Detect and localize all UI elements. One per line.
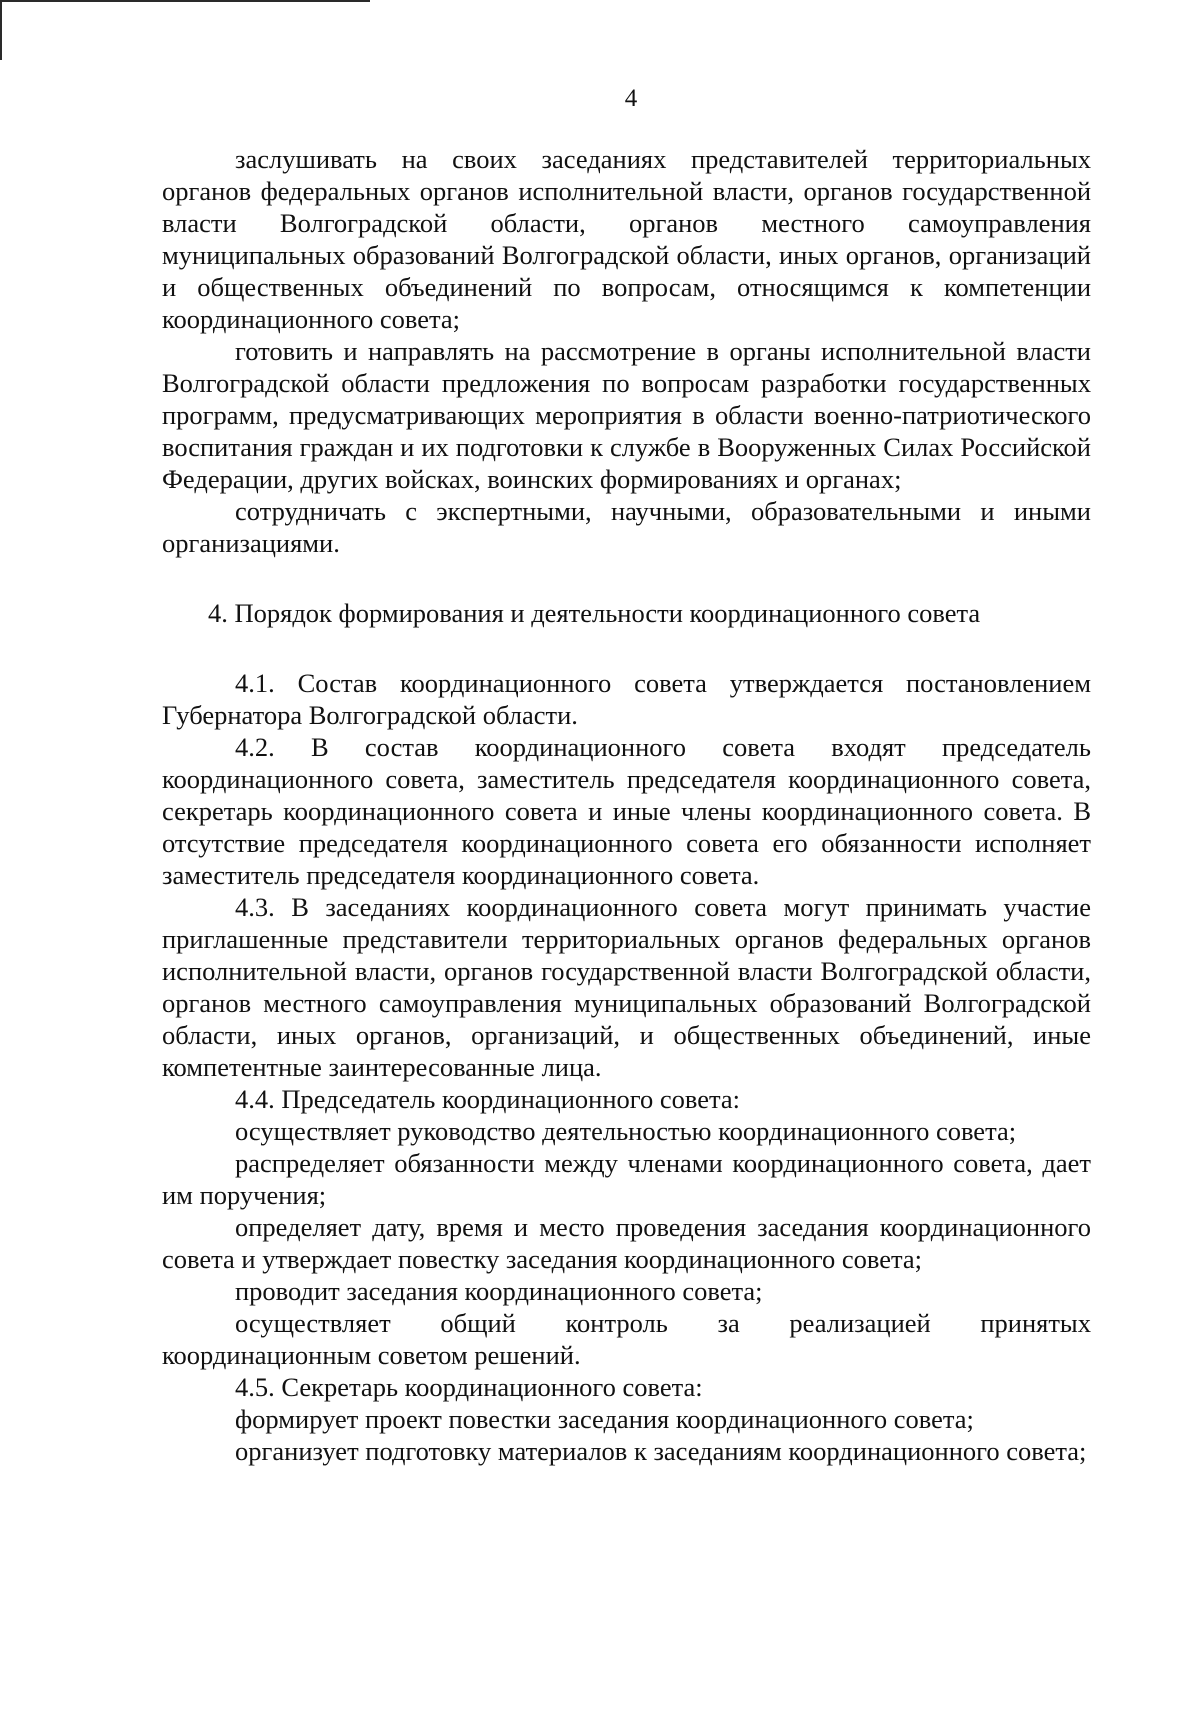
paragraph: сотрудничать с экспертными, научными, образовательными и иными организациями. xyxy=(162,496,1091,558)
paragraph: проводит заседания координационного совета; xyxy=(235,1276,763,1306)
paragraph: готовить и направлять на рассмотрение в органы исполнительной власти Волгоградской области предложения по вопросам разработки государственных программ, предусматривающих мероприятия в области военно-патриотического воспитания граждан и их подготовки к службе в Вооруженных Силах Российской Федерации, других войсках, воинских формированиях и органах; xyxy=(162,336,1091,494)
paragraph: 4.2. В состав координационного совета входят председатель координационного совета, заместитель председателя координационного совета, секретарь координационного совета и иные члены координационного совета. В отсутствие председателя координационного совета его обязанности исполняет заместитель председателя координационного совета. xyxy=(162,732,1091,890)
paragraph: формирует проект повестки заседания координационного совета; xyxy=(235,1404,974,1434)
paragraph: 4.3. В заседаниях координационного совета могут принимать участие приглашенные представители территориальных органов федеральных органов исполнительной власти, органов государственной власти Волгоградской области, органов местного самоуправления муниципальных образований Волгоградской области, иных органов, организаций, и общественных объединений, иные компетентные заинтересованные лица. xyxy=(162,892,1091,1082)
paragraph: осуществляет руководство деятельностью координационного совета; xyxy=(235,1116,1017,1146)
page-number: 4 xyxy=(624,85,638,112)
paragraph: осуществляет общий контроль за реализацией принятых координационным советом решений. xyxy=(162,1308,1091,1370)
paragraph: распределяет обязанности между членами координационного совета, дает им поручения; xyxy=(162,1148,1091,1210)
paragraph: 4.4. Председатель координационного совета: xyxy=(235,1084,741,1114)
paragraph: определяет дату, время и место проведения заседания координационного совета и утверждает повестку заседания координационного совета; xyxy=(162,1212,1091,1274)
document-body xyxy=(162,143,1091,1467)
scan-edge-left xyxy=(0,0,2,60)
scan-edge-top xyxy=(0,0,370,2)
section-heading: 4. Порядок формирования и деятельности координационного совета xyxy=(208,598,981,628)
paragraph: организует подготовку материалов к заседаниям координационного совета; xyxy=(235,1436,1087,1466)
paragraph: 4.5. Секретарь координационного совета: xyxy=(235,1372,703,1402)
paragraph: 4.1. Состав координационного совета утверждается постановлением Губернатора Волгоградской области. xyxy=(162,668,1091,730)
paragraph: заслушивать на своих заседаниях представителей территориальных органов федеральных органов исполнительной власти, органов государственной власти Волгоградской области, органов местного самоуправления муниципальных образований Волгоградской области, иных органов, организаций и общественных объединений по вопросам, относящимся к компетенции координационного совета; xyxy=(162,144,1091,334)
